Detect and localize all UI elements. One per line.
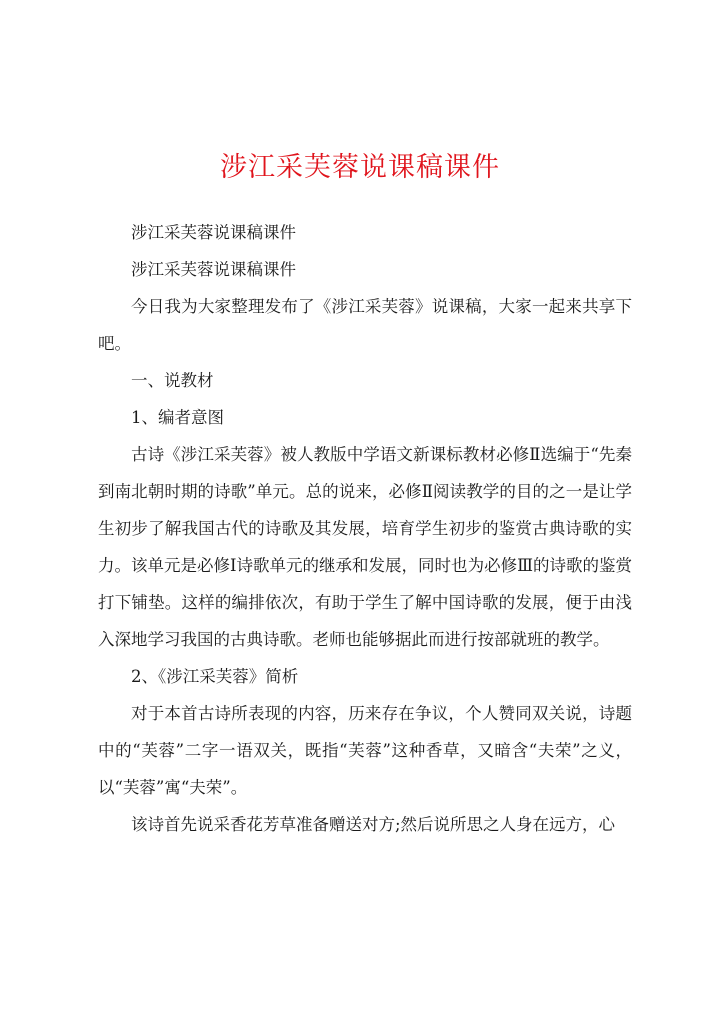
subsection-heading: 1、编者意图 xyxy=(131,408,224,427)
document-body xyxy=(98,214,632,843)
paragraph: 该诗首先说采香花芳草准备赠送对方;然后说所思之人身在远方，心 xyxy=(131,815,616,834)
paragraph: 对于本首古诗所表现的内容，历来存在争议，个人赞同双关说，诗题中的“芙蓉”二字一语双关，既指“芙蓉”这种香草，又暗含“夫荣”之义，以“芙蓉”寓“夫荣”。 xyxy=(98,704,632,797)
document-title: 涉江采芙蓉说课稿课件 xyxy=(220,152,500,183)
paragraph: 古诗《涉江采芙蓉》被人教版中学语文新课标教材必修Ⅱ选编于“先秦到南北朝时期的诗歌”单元。总的说来，必修Ⅱ阅读教学的目的之一是让学生初步了解我国古代的诗歌及其发展，培育学生初步的鉴赏古典诗歌的实力。该单元是必修Ⅰ诗歌单元的继承和发展，同时也为必修Ⅲ的诗歌的鉴赏打下铺垫。这样的编排依次，有助于学生了解中国诗歌的发展，便于由浅入深地学习我国的古典诗歌。老师也能够据此而进行按部就班的教学。 xyxy=(98,445,632,649)
paragraph: 今日我为大家整理发布了《涉江采芙蓉》说课稿，大家一起来共享下吧。 xyxy=(98,297,632,353)
section-heading: 一、说教材 xyxy=(131,371,214,390)
paragraph: 涉江采芙蓉说课稿课件 xyxy=(131,223,296,242)
paragraph: 涉江采芙蓉说课稿课件 xyxy=(131,260,296,279)
subsection-heading: 2、《涉江采芙蓉》简析 xyxy=(131,667,299,686)
